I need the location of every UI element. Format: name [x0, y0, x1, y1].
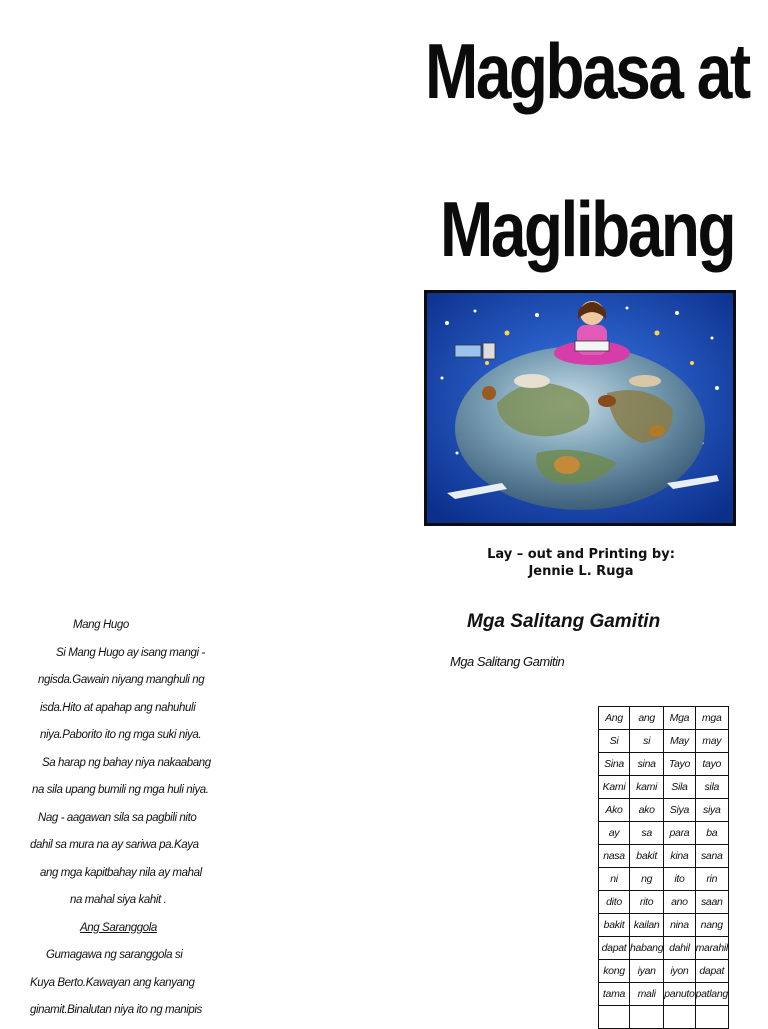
- word-cell: ano: [664, 891, 695, 914]
- word-row: [599, 707, 729, 730]
- story-title-mang-hugo: Mang Hugo: [73, 619, 129, 631]
- word-row: [599, 730, 729, 753]
- word-cell: [630, 1006, 664, 1029]
- story-line: niya.Paborito ito ng mga suki niya.: [40, 729, 202, 741]
- section-subheading: Mga Salitang Gamitin: [450, 654, 565, 669]
- word-cell: Sina: [599, 753, 630, 776]
- word-cell: bakit: [599, 914, 630, 937]
- word-cell: dapat: [599, 937, 630, 960]
- word-cell: Ako: [599, 799, 630, 822]
- word-cell: Tayo: [664, 753, 695, 776]
- word-cell: dapat: [695, 960, 728, 983]
- cover-title-line-2: Maglibang: [440, 185, 735, 273]
- cover-illustration-svg: [427, 293, 733, 523]
- word-cell: mali: [630, 983, 664, 1006]
- word-cell: ang: [630, 707, 664, 730]
- word-cell: nasa: [599, 845, 630, 868]
- word-cell: nina: [664, 914, 695, 937]
- story-line: Nag - aagawan sila sa pagbili nito: [38, 811, 197, 824]
- word-cell: sina: [630, 753, 664, 776]
- section-heading: Mga Salitang Gamitin: [467, 611, 661, 632]
- word-cell: [695, 1006, 728, 1029]
- word-row: [599, 960, 729, 983]
- word-cell: marahil: [695, 937, 728, 960]
- word-cell: May: [664, 730, 695, 753]
- word-table-body: [599, 707, 729, 1029]
- word-cell: si: [630, 730, 664, 753]
- word-cell: kami: [630, 776, 664, 799]
- word-cell: sa: [630, 822, 664, 845]
- word-row: [599, 822, 729, 845]
- word-row: [599, 868, 729, 891]
- story-line: Si Mang Hugo ay isang mangi -: [56, 646, 205, 659]
- word-row: [599, 983, 729, 1006]
- word-cell: sila: [695, 776, 728, 799]
- satellite-icon: [455, 343, 495, 359]
- word-table: [598, 706, 729, 1029]
- word-cell: habang: [630, 937, 664, 960]
- cover-title-line-1: Magbasa at: [425, 27, 749, 115]
- word-row: [599, 845, 729, 868]
- word-cell: Kami: [599, 776, 630, 799]
- word-cell: siya: [695, 799, 728, 822]
- word-cell: Ang: [599, 707, 630, 730]
- word-row: [599, 799, 729, 822]
- word-cell: ni: [599, 868, 630, 891]
- word-row: [599, 891, 729, 914]
- word-cell: para: [664, 822, 695, 845]
- word-cell: dahil: [664, 937, 695, 960]
- word-cell: kong: [599, 960, 630, 983]
- word-cell: dito: [599, 891, 630, 914]
- story-title-ang-saranggola: Ang Saranggola: [80, 921, 157, 934]
- word-cell: mga: [695, 707, 728, 730]
- word-cell: rito: [630, 891, 664, 914]
- word-cell: bakit: [630, 845, 664, 868]
- word-cell: ito: [664, 868, 695, 891]
- story-line: na sila upang bumili ng mga huli niya.: [32, 784, 209, 796]
- story-line: isda.Hito at apahap ang nahuhuli: [40, 701, 196, 714]
- story-line: ngisda.Gawain niyang manghuli ng: [38, 674, 205, 686]
- story-line: dahil sa mura na ay sariwa pa.Kaya: [30, 839, 199, 851]
- word-cell: panuto: [664, 983, 695, 1006]
- story-line: na mahal siya kahit .: [70, 894, 167, 906]
- word-cell: ba: [695, 822, 728, 845]
- credit-line-1: Lay – out and Printing by:: [487, 547, 675, 562]
- credit-author: Jennie L. Ruga: [528, 564, 634, 579]
- word-cell: sana: [695, 845, 728, 868]
- word-row: [599, 753, 729, 776]
- word-cell: Sila: [664, 776, 695, 799]
- word-row: [599, 914, 729, 937]
- word-row: [599, 1006, 729, 1029]
- layout-credit: [470, 546, 692, 580]
- word-cell: ng: [630, 868, 664, 891]
- word-cell: saan: [695, 891, 728, 914]
- word-cell: iyon: [664, 960, 695, 983]
- word-cell: [599, 1006, 630, 1029]
- word-cell: iyan: [630, 960, 664, 983]
- story-line: ang mga kapitbahay nila ay mahal: [40, 866, 202, 879]
- story-column: [28, 612, 211, 1025]
- word-cell: tama: [599, 983, 630, 1006]
- word-cell: may: [695, 730, 728, 753]
- word-cell: Si: [599, 730, 630, 753]
- word-cell: patlang: [695, 983, 728, 1006]
- word-cell: rin: [695, 868, 728, 891]
- word-cell: Siya: [664, 799, 695, 822]
- story-line: Sa harap ng bahay niya nakaabang: [42, 756, 211, 769]
- story-line: Kuya Berto.Kawayan ang kanyang: [30, 976, 195, 989]
- word-cell: ay: [599, 822, 630, 845]
- word-row: [599, 776, 729, 799]
- word-cell: tayo: [695, 753, 728, 776]
- word-cell: ako: [630, 799, 664, 822]
- word-cell: kina: [664, 845, 695, 868]
- word-cell: kailan: [630, 914, 664, 937]
- word-cell: [664, 1006, 695, 1029]
- story-line: Gumagawa ng saranggola si: [46, 949, 183, 961]
- word-row: [599, 937, 729, 960]
- story-line: ginamit.Binalutan niya ito ng manipis: [30, 1004, 202, 1016]
- word-cell: nang: [695, 914, 728, 937]
- cover-illustration: [424, 290, 736, 526]
- word-cell: Mga: [664, 707, 695, 730]
